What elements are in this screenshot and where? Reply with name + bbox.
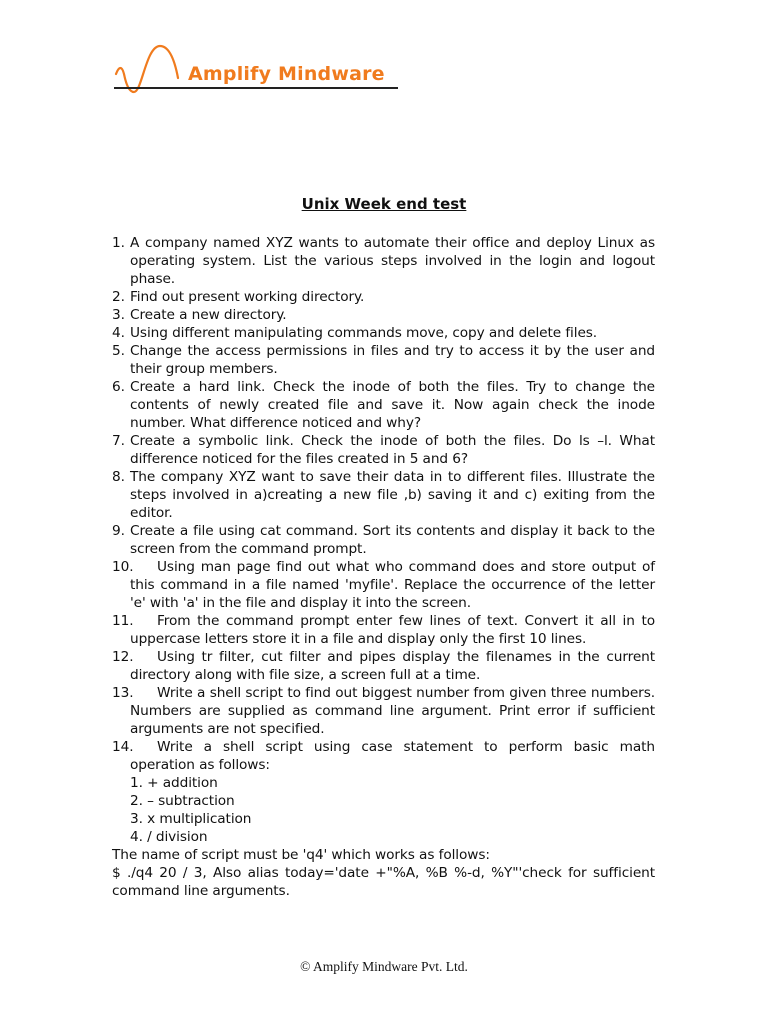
logo-underline xyxy=(114,87,398,89)
test-questions xyxy=(112,234,655,900)
question-text: Create a symbolic link. Check the inode of both the files. Do ls –l. What difference noticed for the files created in 5 and 6? xyxy=(130,433,655,467)
question-number: 1. xyxy=(112,235,125,251)
question-item xyxy=(112,468,655,522)
question-item xyxy=(112,612,655,648)
question-text: Using different manipulating commands move, copy and delete files. xyxy=(130,325,598,341)
amplify-mindware-logo xyxy=(112,44,402,108)
operation-item: 1. + addition xyxy=(130,775,218,791)
question-text: Using man page find out what who command does and store output of this command in a file named 'myfile'. Replace the occurrence of the letter 'e' with 'a' in the file and display it into the screen. xyxy=(130,559,655,611)
question-text: Create a new directory. xyxy=(130,307,287,323)
question-text: Write a shell script to find out biggest number from given three numbers. Numbers are supplied as command line argument. Print error if sufficient arguments are not specified. xyxy=(130,685,655,737)
question-number: 7. xyxy=(112,433,125,449)
operation-list xyxy=(130,774,655,846)
question-text: The company XYZ want to save their data in to different files. Illustrate the steps involved in a)creating a new file ,b) saving it and c) exiting from the editor. xyxy=(130,469,655,521)
script-note: The name of script must be 'q4' which works as follows: xyxy=(112,847,490,863)
question-number: 10. xyxy=(112,559,134,575)
question-list xyxy=(112,234,655,846)
question-text: Create a hard link. Check the inode of both the files. Try to change the contents of newly created file and save it. Now again check the inode number. What difference noticed and why? xyxy=(130,379,655,431)
question-item xyxy=(112,342,655,378)
operation-item: 3. x multiplication xyxy=(130,811,252,827)
question-number: 12. xyxy=(112,649,134,665)
question-text: Write a shell script using case statement to perform basic math operation as follows: xyxy=(130,739,655,773)
question-item xyxy=(112,648,655,684)
question-number: 14. xyxy=(112,739,134,755)
copyright-footer: © Amplify Mindware Pvt. Ltd. xyxy=(300,959,468,974)
question-number: 8. xyxy=(112,469,125,485)
script-usage: $ ./q4 20 / 3, Also alias today='date +"%A, %B %-d, %Y"'check for sufficient command line arguments. xyxy=(112,865,655,899)
question-item xyxy=(112,234,655,288)
question-item xyxy=(112,432,655,468)
question-text: From the command prompt enter few lines of text. Convert it all in to uppercase letters store it in a file and display only the first 10 lines. xyxy=(130,613,655,647)
operation-item: 2. – subtraction xyxy=(130,793,235,809)
page-title: Unix Week end test xyxy=(301,195,467,213)
question-item xyxy=(112,378,655,432)
question-text: A company named XYZ wants to automate their office and deploy Linux as operating system. List the various steps involved in the login and logout phase. xyxy=(130,235,655,287)
question-item xyxy=(112,288,655,306)
question-number: 11. xyxy=(112,613,134,629)
operation-item: 4. / division xyxy=(130,829,208,845)
question-text: Find out present working directory. xyxy=(130,289,365,305)
question-item xyxy=(112,738,655,846)
question-text: Create a file using cat command. Sort its contents and display it back to the screen from the command prompt. xyxy=(130,523,655,557)
question-number: 4. xyxy=(112,325,125,341)
question-number: 9. xyxy=(112,523,125,539)
question-number: 3. xyxy=(112,307,125,323)
question-item xyxy=(112,684,655,738)
question-item xyxy=(112,306,655,324)
question-number: 6. xyxy=(112,379,125,395)
question-text: Change the access permissions in files and try to access it by the user and their group members. xyxy=(130,343,655,377)
question-item xyxy=(112,522,655,558)
logo-text: Amplify Mindware xyxy=(188,63,385,85)
question-number: 5. xyxy=(112,343,125,359)
question-number: 13. xyxy=(112,685,134,701)
question-item xyxy=(112,558,655,612)
sine-wave-logo-icon xyxy=(112,44,192,108)
question-number: 2. xyxy=(112,289,125,305)
question-item xyxy=(112,324,655,342)
question-text: Using tr filter, cut filter and pipes display the filenames in the current directory along with file size, a screen full at a time. xyxy=(130,649,655,683)
